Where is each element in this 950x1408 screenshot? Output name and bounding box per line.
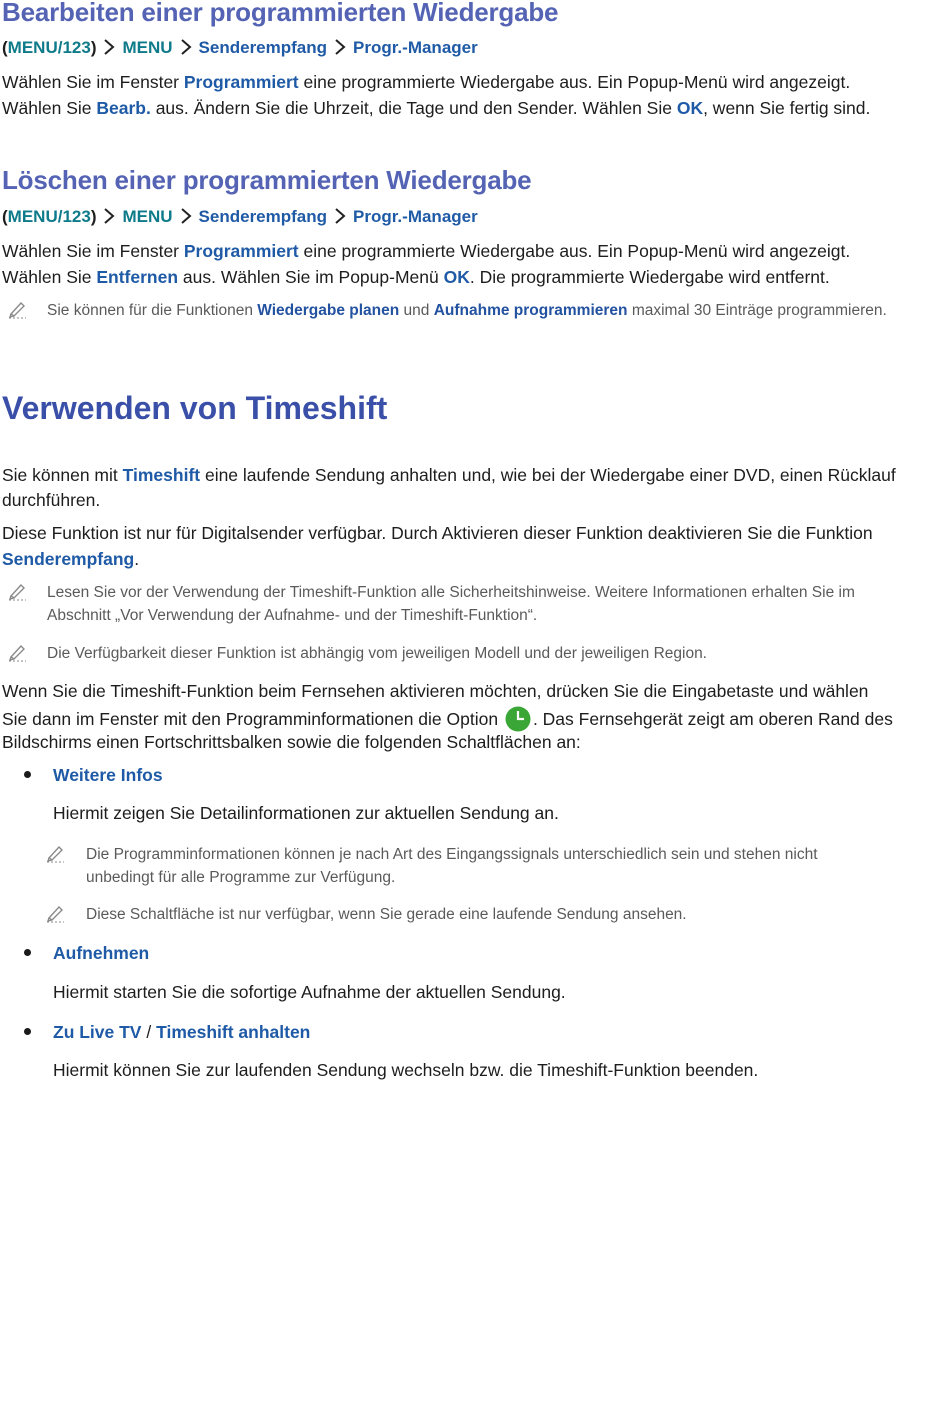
note: Diese Schaltfläche ist nur verfügbar, wenn Sie gerade eine laufende Sendung ansehen. [86,906,687,923]
note: Die Verfügbarkeit dieser Funktion ist abhängig vom jeweiligen Modell und der jeweiligen Region. [47,645,707,662]
keyword: OK [676,98,704,118]
keyword: Aufnahme programmieren [433,302,628,319]
pencil-icon [8,642,28,662]
pencil-icon [46,903,66,923]
chevron-right-icon [100,39,118,55]
paragraph: Wählen Sie im Fenster Programmiert eine programmierte Wiedergabe aus. Ein Popup-Menü wird angezeigt. [2,241,851,261]
paragraph: Wählen Sie Bearb. aus. Ändern Sie die Uhrzeit, die Tage und den Sender. Wählen Sie OK, wenn Sie fertig sind. [2,98,871,118]
chevron-right-icon [331,39,349,55]
menu-path-edit: (MENU/123) MENU Senderempfang Progr.-Manager [2,38,478,57]
note-continued: unbedingt für alle Programme zur Verfügung. [86,869,396,886]
keyword: Bearb. [96,98,151,118]
list-bullet [24,1028,31,1035]
list-item-description: Hiermit zeigen Sie Detailinformationen zur aktuellen Sendung an. [53,803,559,823]
section-heading-edit: Bearbeiten einer programmierten Wiedergabe [2,0,559,27]
keyword: Programmiert [183,241,299,261]
paragraph-continued: durchführen. [2,490,101,510]
paragraph-continued: Senderempfang. [2,549,140,569]
menu-path-item[interactable]: MENU [122,38,173,57]
keyword: Entfernen [96,267,179,287]
list-item-title: Zu Live TV / Timeshift anhalten [53,1022,311,1042]
paragraph: Wenn Sie die Timeshift-Funktion beim Fernsehen aktivieren möchten, drücken Sie die Eingabetaste und wählen [2,681,869,701]
paragraph: Diese Funktion ist nur für Digitalsender verfügbar. Durch Aktivieren dieser Funktion deaktivieren Sie die Funktion [2,523,873,543]
chevron-right-icon [177,208,195,224]
list-item-description: Hiermit können Sie zur laufenden Sendung wechseln bzw. die Timeshift-Funktion beenden. [53,1060,759,1080]
paragraph: Wählen Sie Entfernen aus. Wählen Sie im Popup-Menü OK. Die programmierte Wiedergabe wird entfernt. [2,267,830,287]
menu-path-item[interactable]: Progr.-Manager [353,38,478,57]
keyword: Timeshift [122,465,201,485]
pencil-icon [8,581,28,601]
note-continued: Abschnitt „Vor Verwendung der Aufnahme- und der Timeshift-Funktion“. [47,607,538,624]
menu-path-item[interactable]: Senderempfang [198,207,328,226]
chevron-right-icon [177,39,195,55]
menu-path-delete: (MENU/123) MENU Senderempfang Progr.-Manager [2,207,478,226]
option-live-tv[interactable]: Zu Live TV [53,1022,142,1042]
paragraph-continued: Sie dann im Fenster mit den Programminformationen die Option . Das Fernsehgerät zeigt am oberen Rand des [2,706,893,732]
list-bullet [24,771,31,778]
paragraph: Sie können mit Timeshift eine laufende Sendung anhalten und, wie bei der Wiedergabe einer DVD, einen Rücklauf [2,465,896,485]
pencil-icon [46,843,66,863]
menu-path-item[interactable]: MENU/123 [7,38,91,57]
list-item-description: Hiermit starten Sie die sofortige Aufnahme der aktuellen Sendung. [53,982,566,1002]
list-item-title[interactable]: Aufnehmen [53,943,150,963]
note: Sie können für die Funktionen Wiedergabe planen und Aufnahme programmieren maximal 30 Einträge programmieren. [47,302,887,319]
pencil-icon [8,299,28,319]
note: Die Programminformationen können je nach Art des Eingangssignals unterschiedlich sein und stehen nicht [86,846,818,863]
note: Lesen Sie vor der Verwendung der Timeshift-Funktion alle Sicherheitshinweise. Weitere Informationen erhalten Sie im [47,584,855,601]
section-heading-delete: Löschen einer programmierten Wiedergabe [2,165,532,195]
menu-path-item[interactable]: Senderempfang [198,38,328,57]
keyword: Wiedergabe planen [257,302,400,319]
keyword: OK [443,267,470,287]
option-stop-timeshift[interactable]: Timeshift anhalten [156,1022,311,1042]
menu-path-item[interactable]: Progr.-Manager [353,207,478,226]
keyword: Programmiert [183,72,299,92]
list-bullet [24,949,31,956]
keyword: Senderempfang [2,549,135,569]
chevron-right-icon [100,208,118,224]
chevron-right-icon [331,208,349,224]
menu-path-item[interactable]: MENU [122,207,173,226]
menu-path-item[interactable]: MENU/123 [7,207,91,226]
section-heading-timeshift: Verwenden von Timeshift [2,390,388,426]
paragraph: Wählen Sie im Fenster Programmiert eine programmierte Wiedergabe aus. Ein Popup-Menü wird angezeigt. [2,72,851,92]
list-item-title[interactable]: Weitere Infos [53,765,163,785]
paragraph-continued: Bildschirms einen Fortschrittsbalken sowie die folgenden Schaltflächen an: [2,732,581,752]
